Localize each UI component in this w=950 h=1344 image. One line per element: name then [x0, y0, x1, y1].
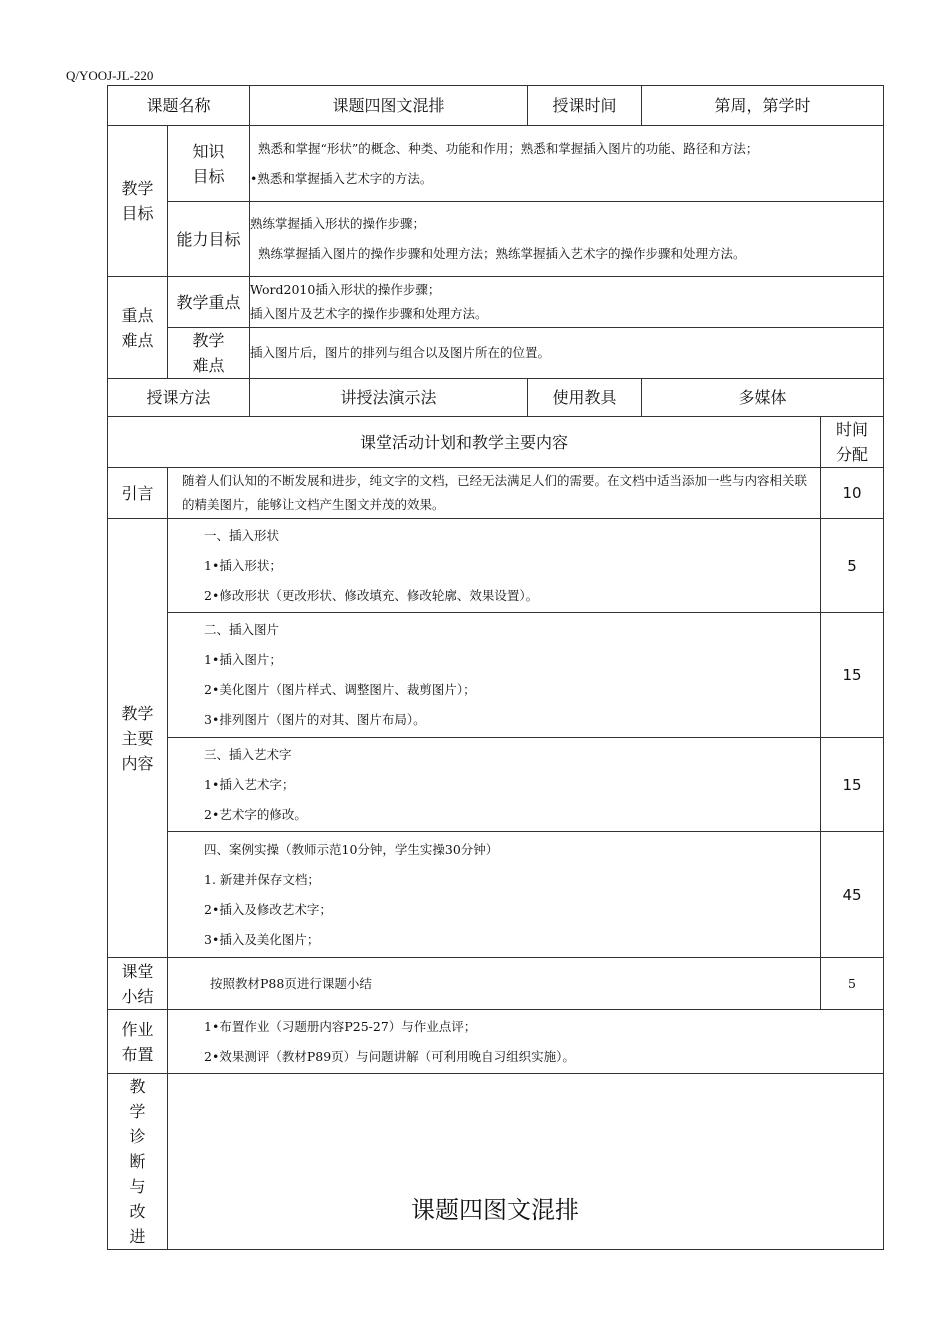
keypoints-label [108, 277, 168, 379]
plan-title: 课堂活动计划和教学主要内容 [108, 417, 821, 468]
section-4-line-4: 3•插入及美化图片； [204, 931, 320, 947]
section-2-line-1: 二、插入图片 [204, 622, 280, 637]
ability-content [250, 202, 884, 277]
section-3-line-3: 2•艺术字的修改。 [204, 806, 307, 822]
method-label: 授课方法 [108, 379, 250, 417]
homework-line-1: 1•布置作业（习题册内容P25-27）与作业点评； [204, 1018, 477, 1034]
section-3-line-1: 三、插入艺术字 [204, 746, 292, 762]
section-1-line-1: 一、插入形状 [204, 527, 280, 543]
document-id: Q/YOOJ-JL-220 [66, 68, 154, 83]
section-2-line-2: 1•插入图片； [204, 652, 282, 667]
time-allocation-text: 时间分配 [836, 420, 869, 464]
summary-time: 5 [821, 958, 884, 1010]
focus-line-2: 插入图片及艺术字的操作步骤和处理方法。 [250, 306, 488, 321]
content-section-2 [168, 613, 821, 738]
tools-value: 多媒体 [642, 379, 884, 417]
content-section-3 [168, 738, 821, 832]
section-2-time: 15 [821, 613, 884, 738]
diagnosis-label-text: 教学诊断与改进 [129, 1077, 146, 1246]
tools-label: 使用教具 [528, 379, 642, 417]
time-label: 授课时间 [528, 86, 642, 126]
knowledge-label-text: 知识目标 [192, 141, 225, 186]
knowledge-line-2: •熟悉和掌握插入艺术字的方法。 [250, 170, 433, 186]
section-1-time: 5 [821, 519, 884, 613]
intro-time: 10 [821, 468, 884, 519]
ability-line-2: 熟练掌握插入图片的操作步骤和处理方法；熟练掌握插入艺术字的操作步骤和处理方法。 [258, 246, 746, 261]
section-2-line-4: 3•排列图片（图片的对其、图片布局）。 [204, 712, 426, 727]
difficulty-line-1: 插入图片后，图片的排列与组合以及图片所在的位置。 [250, 345, 551, 360]
objectives-label [108, 126, 168, 277]
method-value: 讲授法演示法 [250, 379, 528, 417]
homework-line-2: 2•效果测评（教材P89页）与问题讲解（可利用晚自习组织实施）。 [204, 1048, 575, 1064]
focus-content [250, 277, 884, 328]
content-label [108, 519, 168, 958]
difficulty-label [168, 328, 250, 379]
ability-label: 能力目标 [168, 202, 250, 277]
homework-content [168, 1010, 884, 1074]
topic-label: 课题名称 [108, 86, 250, 126]
focus-line-1: Word2010插入形状的操作步骤； [250, 282, 441, 297]
section-4-time: 45 [821, 832, 884, 958]
topic-value: 课题四图文混排 [250, 86, 528, 126]
time-value: 第周，第学时 [642, 86, 884, 126]
section-3-time: 15 [821, 738, 884, 832]
intro-text: 随着人们认知的不断发展和进步，纯文字的文档，已经无法满足人们的需要。在文档中适当添加一些与内容相关联的精美图片，能够让文档产生图文并茂的效果。 [168, 468, 821, 519]
section-4-line-3: 2•插入及修改艺术字； [204, 901, 332, 917]
summary-label [108, 958, 168, 1010]
lesson-plan-table [107, 85, 884, 1250]
section-1-line-2: 1•插入形状； [204, 557, 282, 573]
content-section-4 [168, 832, 821, 958]
focus-label: 教学重点 [168, 277, 250, 328]
content-label-text: 教学主要内容 [121, 703, 154, 773]
keypoints-label-text: 重点难点 [121, 305, 154, 350]
summary-label-text: 课堂小结 [121, 961, 154, 1006]
section-4-line-2: 1. 新建并保存文档； [204, 871, 320, 887]
knowledge-content [250, 126, 884, 202]
homework-label [108, 1010, 168, 1074]
intro-label: 引言 [108, 468, 168, 519]
objectives-label-text: 教学目标 [121, 179, 154, 223]
difficulty-label-text: 教学难点 [192, 331, 225, 375]
section-2-line-3: 2•美化图片（图片样式、调整图片、裁剪图片）； [204, 682, 476, 697]
footer-title: 课题四图文混排 [411, 1196, 579, 1224]
section-3-line-2: 1•插入艺术字； [204, 776, 295, 792]
time-allocation-label [821, 417, 884, 468]
knowledge-line-1: 熟悉和掌握“形状”的概念、种类、功能和作用；熟悉和掌握插入图片的功能、路径和方法； [258, 140, 759, 156]
difficulty-content [250, 328, 884, 379]
section-4-line-1: 四、案例实操（教师示范10分钟，学生实操30分钟） [204, 841, 499, 857]
homework-label-text: 作业布置 [121, 1019, 154, 1064]
summary-text: 按照教材P88页进行课题小结 [168, 958, 821, 1010]
knowledge-label [168, 126, 250, 202]
content-section-1 [168, 519, 821, 613]
ability-line-1: 熟练掌握插入形状的操作步骤； [250, 216, 426, 231]
section-1-line-3: 2•修改形状（更改形状、修改填充、修改轮廓、效果设置）。 [204, 587, 539, 603]
